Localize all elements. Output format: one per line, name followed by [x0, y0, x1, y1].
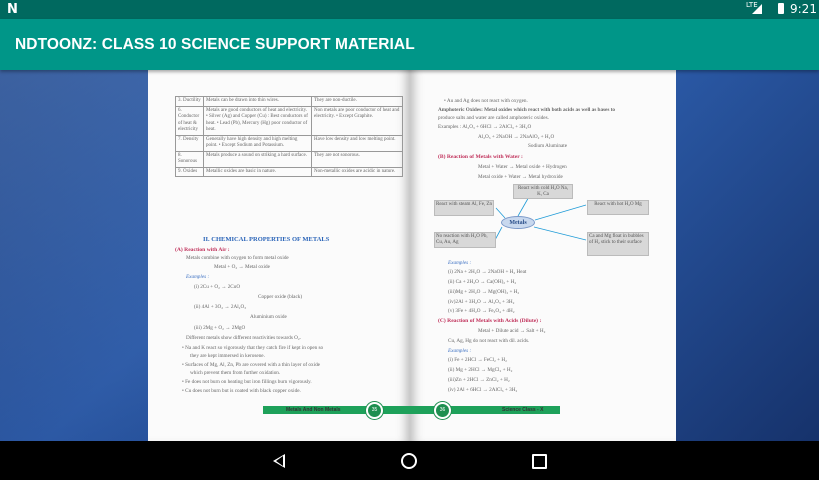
- table-cell: Non-metallic oxides are acidic in nature.: [312, 167, 403, 177]
- table-cell: 6. Conductor of heat & electricity: [176, 106, 204, 135]
- app-bar: [0, 19, 819, 70]
- equation: (iii)Zn + 2HCl → ZnCl₂ + H₂: [448, 377, 510, 383]
- equation-note: Copper oxide (black): [258, 294, 303, 300]
- bullet-text: • Cu does not burn but is coated with black copper oxide.: [182, 388, 301, 394]
- table-row: [176, 97, 403, 107]
- equation: Metal + Water → Metal oxide + Hydrogen: [478, 164, 567, 170]
- table-cell: They are not sonorous.: [312, 151, 403, 167]
- bullet-text: • Fe does not burn on heating but iron fillings burn vigorously.: [182, 379, 312, 385]
- background-shade: [0, 70, 150, 441]
- table-cell: 9. Oxides: [176, 167, 204, 177]
- section-title: II. CHEMICAL PROPERTIES OF METALS: [203, 236, 330, 243]
- table-cell: 3. Ductility: [176, 97, 204, 107]
- table-cell: 7. Density: [176, 135, 204, 151]
- table-cell: Metals can be drawn into thin wires.: [204, 97, 312, 107]
- equation-note: Sodium Aluminate: [528, 143, 568, 149]
- sub-heading-acids: (C) Reaction of Metals with Acids (Dilute) :: [438, 318, 542, 324]
- equation: (iv)2Al + 3H₂O → Al₂O₃ + 3H₂: [448, 299, 515, 305]
- equation: Metal + O₂ → Metal oxide: [214, 264, 270, 270]
- equation: Examples : Al₂O₃ + 6HCl → 2AlCl₃ + 3H₂O: [438, 124, 532, 130]
- table-cell: Non metals are poor conductor of heat and electricity. • Except Graphite.: [312, 106, 403, 135]
- recents-icon[interactable]: [527, 450, 551, 472]
- examples-label: Examples :: [448, 260, 472, 266]
- equation-note: Aluminium oxide: [250, 314, 287, 320]
- network-type: LTE: [746, 1, 758, 9]
- examples-label: Examples :: [186, 274, 210, 280]
- bullet-text: which prevent them from further oxidation.: [190, 370, 281, 376]
- equation: (ii) 4Al + 3O₂ → 2Al₂O₃: [194, 304, 247, 310]
- table-row: [176, 151, 403, 167]
- text-line: Different metals show different reactivities towards O₂.: [186, 335, 301, 341]
- equation: (iii)Mg + 2H₂O → Mg(OH)₂ + H₂: [448, 289, 520, 295]
- home-icon[interactable]: [397, 450, 421, 472]
- table-cell: Have low density and low melting point.: [312, 135, 403, 151]
- footer-text: Metals And Non Metals: [286, 407, 341, 413]
- equation: (i) Fe + 2HCl → FeCl₂ + H₂: [448, 357, 507, 363]
- status-bar: [0, 0, 819, 19]
- table-cell: Metallic oxides are basic in nature.: [204, 167, 312, 177]
- text-line: produce salts and water are called amphoteric oxides.: [438, 115, 549, 121]
- bullet-text: • Surfaces of Mg, Al, Zn, Pb are covered with a thin layer of oxide: [182, 362, 320, 368]
- properties-table: [175, 96, 403, 177]
- footer-text: Science Class - X: [502, 407, 544, 413]
- table-cell: They are non-ductile.: [312, 97, 403, 107]
- equation: (i) 2Na + 2H₂O → 2NaOH + H₂ Heat: [448, 269, 527, 275]
- bullet-text: they are kept immersed in kerosene.: [190, 353, 265, 359]
- equation: (iii) 2Mg + O₂ → 2MgO: [194, 325, 246, 331]
- book-viewer[interactable]: [0, 70, 819, 441]
- table-cell: Metals produce a sound on striking a hard surface.: [204, 151, 312, 167]
- examples-label: Examples :: [448, 348, 472, 354]
- equation: Al₂O₃ + 2NaOH → 2NaAlO₂ + H₂O: [478, 134, 555, 140]
- equation: (iv) 2Al + 6HCl → 2AlCl₃ + 3H₂: [448, 387, 518, 393]
- equation: (i) 2Cu + O₂ → 2CuO: [194, 284, 241, 290]
- signal-icon: [752, 4, 762, 14]
- equation: (ii) Ca + 2H₂O → Ca(OH)₂ + H₂: [448, 279, 517, 285]
- diagram-box-no-reaction: No reaction with H₂O Pb, Cu, Au, Ag: [434, 232, 496, 248]
- equation: (ii) Mg + 2HCl → MgCl₂ + H₂: [448, 367, 513, 373]
- right-page[interactable]: [410, 70, 676, 441]
- text-line: Amphoteric Oxides: Metal oxides which react with both acids as well as bases to: [438, 107, 615, 113]
- bullet-text: • Au and Ag does not react with oxygen.: [444, 98, 528, 104]
- diagram-box-float: Ca and Mg float in bubbles of H₂ stick to their surface: [587, 232, 649, 256]
- navigation-bar: [0, 441, 819, 480]
- app-notification-icon: N: [7, 2, 18, 17]
- table-row: [176, 135, 403, 151]
- table-cell: 8. Sonorous: [176, 151, 204, 167]
- clock: 9:21: [790, 2, 817, 16]
- app-title: NDTOONZ: CLASS 10 SCIENCE SUPPORT MATERIAL: [15, 36, 415, 53]
- table-cell: Generally have high density and high melting point. • Except Sodium and Potassium.: [204, 135, 312, 151]
- left-page[interactable]: [148, 70, 410, 441]
- battery-icon: [778, 3, 784, 14]
- table-cell: Metals are good conductors of heat and electricity. • Silver (Ag) and Copper (Cu) : Best conductors of heat. • Lead (Pb), Mercury (Hg) poor conductor of heat.: [204, 106, 312, 135]
- equation: Metal + Dilute acid → Salt + H₂: [478, 328, 546, 334]
- table-row: [176, 167, 403, 177]
- text-line: Metals combine with oxygen to form metal oxide: [186, 255, 289, 261]
- diagram-box-steam: React with steam Al, Fe, Zn: [434, 200, 494, 216]
- diagram-center-metals: Metals: [501, 216, 535, 229]
- diagram-box-cold-water: React with cold H₂O Na, K, Ca: [513, 184, 573, 199]
- table-row: [176, 106, 403, 135]
- sub-heading-water: (B) Reaction of Metals with Water :: [438, 154, 523, 160]
- diagram-box-hot-water: React with hot H₂O Mg: [587, 200, 649, 215]
- page-number-badge: 36: [434, 402, 451, 419]
- text-line: Cu, Ag, Hg do not react with dil. acids.: [448, 338, 530, 344]
- back-icon[interactable]: [268, 450, 292, 472]
- page-number-badge: 35: [366, 402, 383, 419]
- bullet-text: • Na and K react so vigorously that they catch fire if kept in open so: [182, 345, 324, 351]
- equation: Metal oxide + Water → Metal hydroxide: [478, 174, 563, 180]
- equation: (v) 3Fe + 4H₂O → Fe₃O₄ + 4H₂: [448, 308, 515, 314]
- sub-heading-air: (A) Reaction with Air :: [175, 247, 230, 253]
